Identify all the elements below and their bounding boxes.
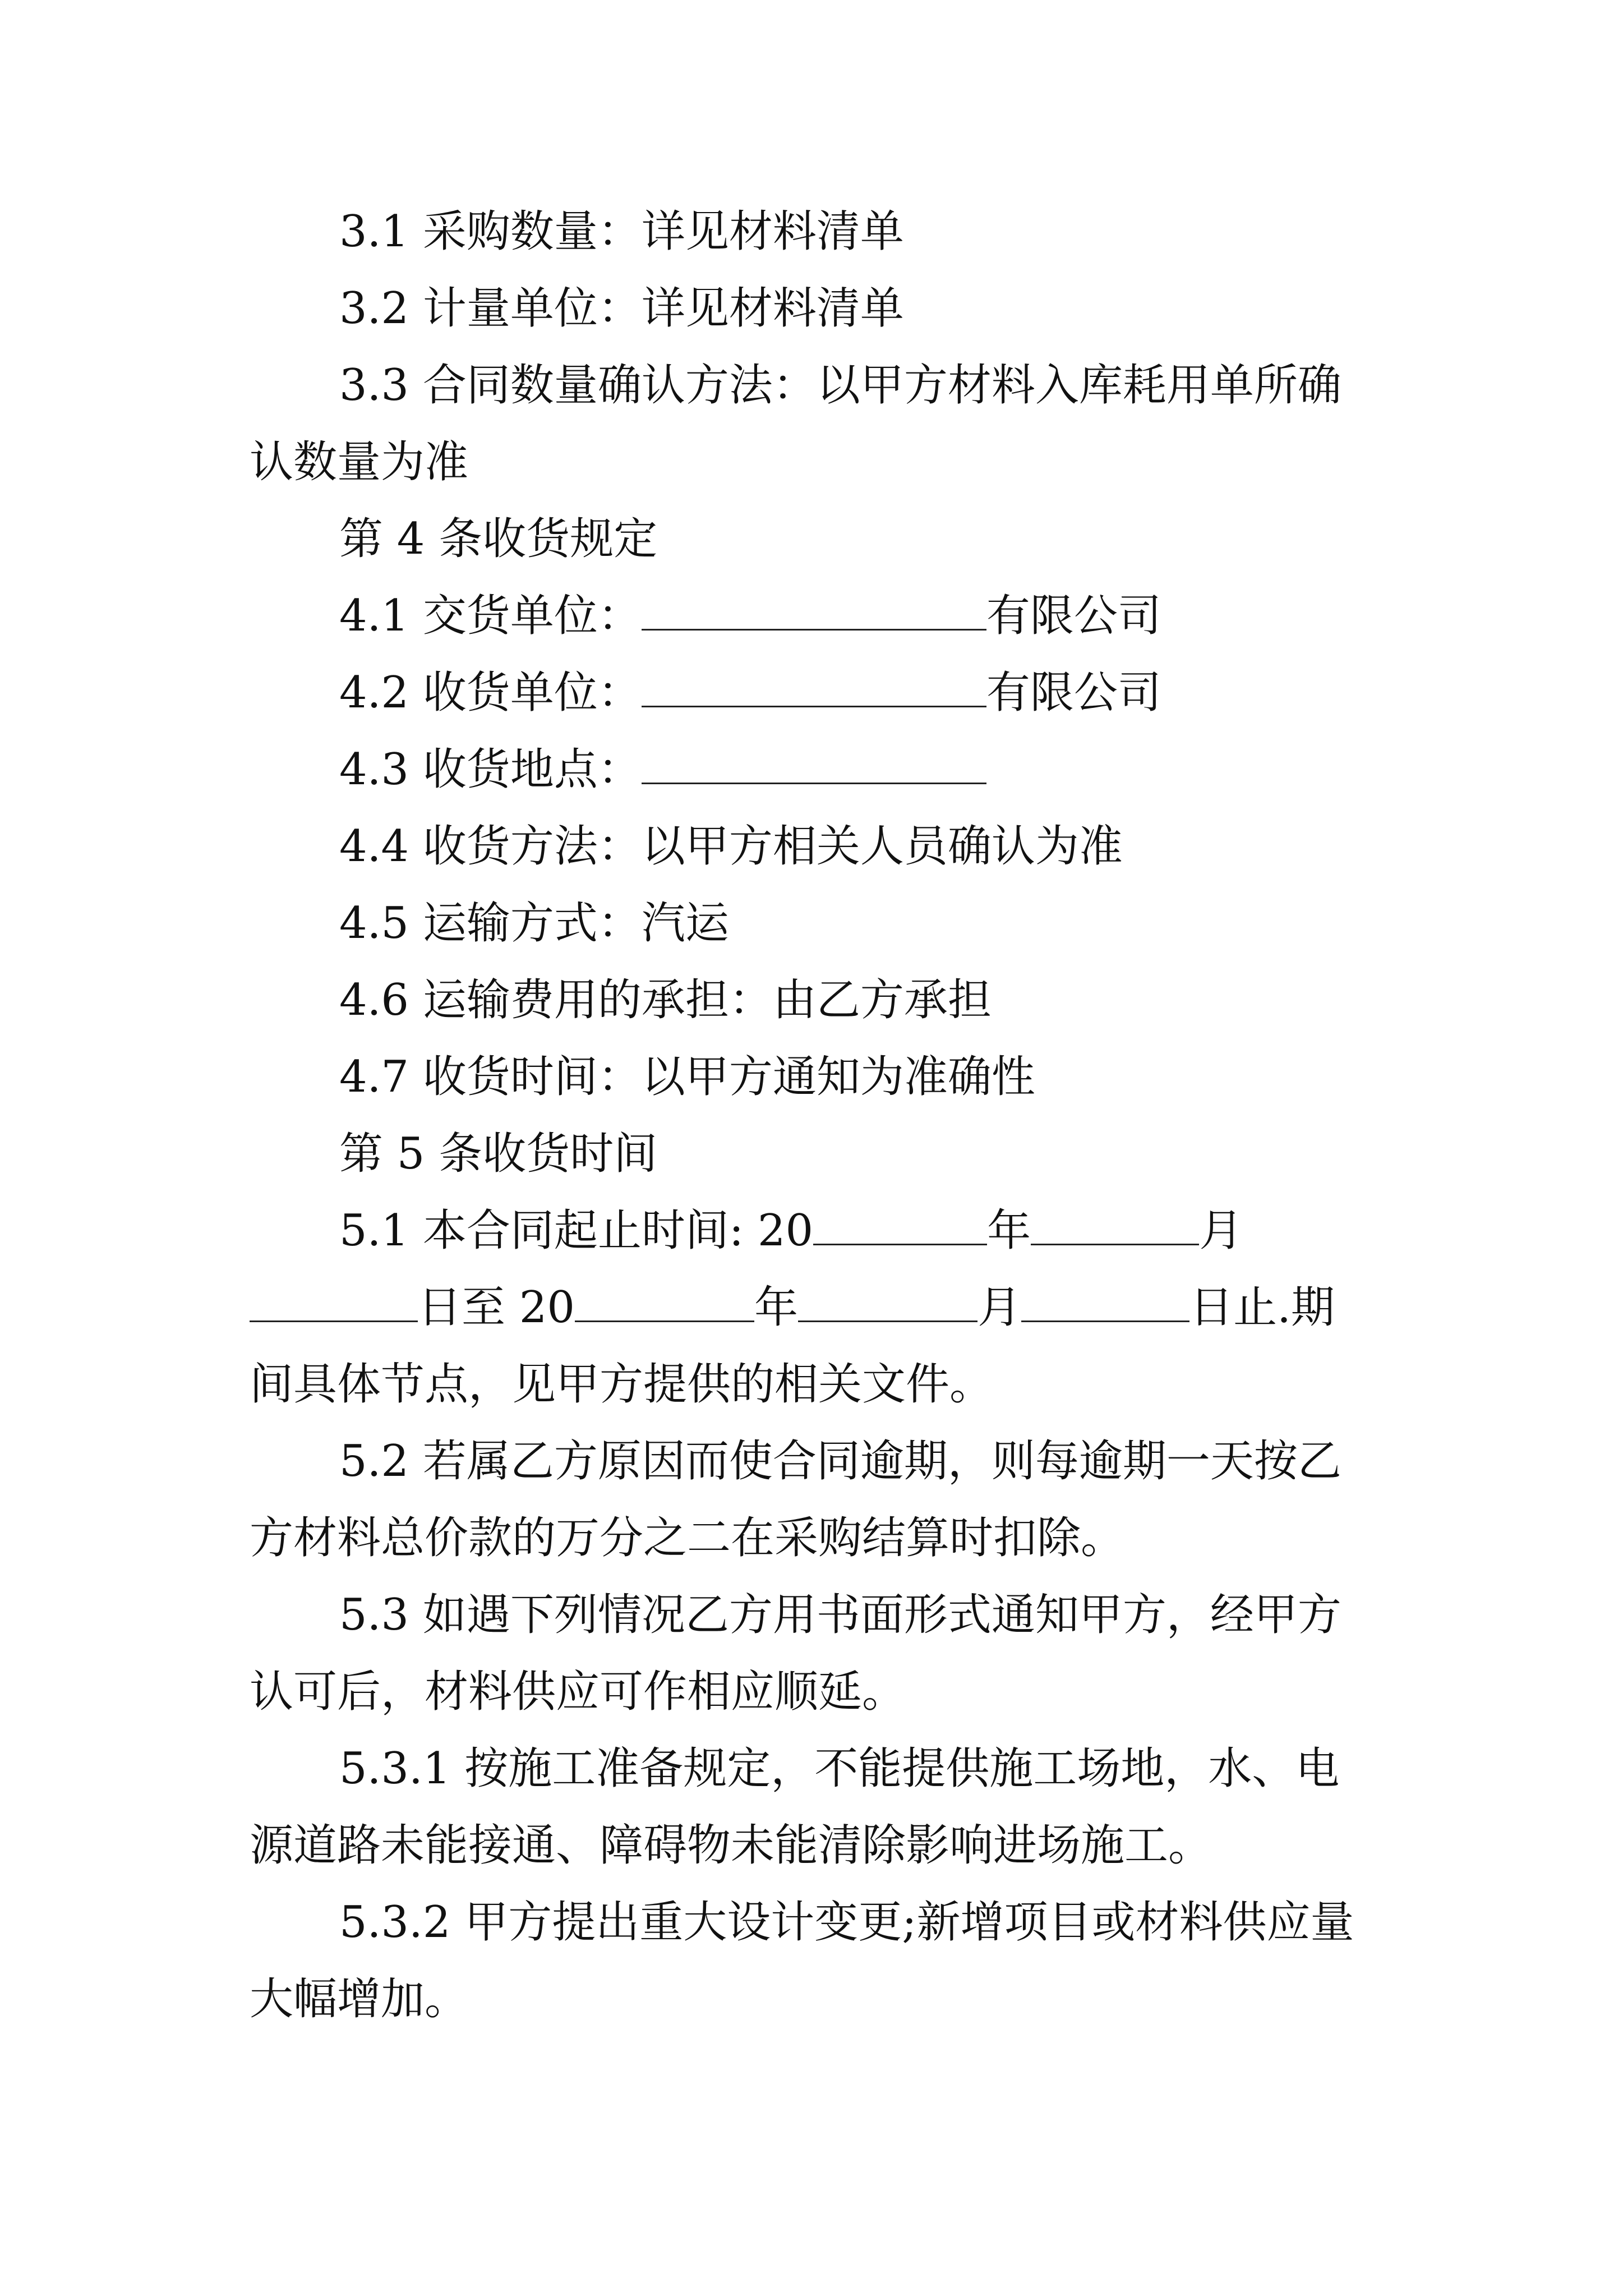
- document-body: [250, 194, 1377, 2038]
- clause-4-6: 4.6 运输费用的承担：由乙方承担: [339, 975, 992, 1025]
- delivery-unit-blank: [642, 588, 986, 631]
- clause-3-3: 3.3 合同数量确认方法：以甲方材料入库耗用单所确认数量为准: [250, 360, 1341, 487]
- clause-5-1: [250, 1193, 1377, 1423]
- end-year-blank: [575, 1280, 754, 1322]
- clause-4-1-suffix: 有限公司: [986, 591, 1161, 641]
- clause-5-2: 5.2 若属乙方原因而使合同逾期，则每逾期一天按乙方材料总价款的万分之二在采购结算时扣除。: [250, 1436, 1341, 1563]
- clause-5-1-rest: 日止.期间具体节点，见甲方提供的相关文件。: [250, 1282, 1335, 1410]
- end-year-label: 年: [754, 1282, 799, 1333]
- clause-4-1: [250, 578, 1377, 655]
- clause-5-3-2: 5.3.2 甲方提出重大设计变更;新增项目或材料供应量大幅增加。: [250, 1897, 1354, 2024]
- start-month-label: 月: [1199, 1205, 1243, 1256]
- end-day-blank: [1021, 1280, 1189, 1322]
- article-5-heading: 第 5 条收货时间: [339, 1129, 658, 1179]
- end-month-label: 月: [978, 1282, 1022, 1333]
- clause-4-2-label: 4.2 收货单位：: [339, 668, 642, 718]
- receiving-unit-blank: [642, 665, 986, 707]
- end-month-blank: [798, 1280, 978, 1322]
- clause-4-2: [250, 655, 1377, 731]
- clause-4-2-suffix: 有限公司: [986, 668, 1161, 718]
- start-day-blank: [250, 1280, 418, 1322]
- start-month-blank: [1031, 1203, 1199, 1245]
- clause-3-1: 3.1 采购数量：详见材料清单: [339, 206, 904, 257]
- clause-3-2: 3.2 计量单位：详见材料清单: [339, 283, 904, 334]
- article-4-heading: 第 4 条收货规定: [339, 514, 658, 564]
- clause-4-4: 4.4 收货方法：以甲方相关人员确认为准: [339, 821, 1123, 872]
- clause-5-1-start: 5.1 本合同起止时间: 20: [339, 1205, 814, 1256]
- clause-5-1-end-start: 日至 20: [418, 1282, 575, 1333]
- receiving-location-blank: [642, 742, 986, 784]
- clause-4-7: 4.7 收货时间：以甲方通知为准确性: [339, 1052, 1035, 1102]
- clause-5-3: 5.3 如遇下列情况乙方用书面形式通知甲方，经甲方认可后，材料供应可作相应顺延。: [250, 1590, 1341, 1717]
- clause-4-3-label: 4.3 收货地点：: [339, 744, 642, 795]
- clause-4-1-label: 4.1 交货单位：: [339, 591, 642, 641]
- clause-4-3: [250, 731, 1377, 808]
- start-year-label: 年: [987, 1205, 1031, 1256]
- clause-4-5: 4.5 运输方式：汽运: [339, 898, 729, 949]
- start-year-blank: [813, 1203, 987, 1245]
- clause-5-3-1: 5.3.1 按施工准备规定，不能提供施工场地，水、电源道路未能接通、障碍物未能清除影响进场施工。: [250, 1743, 1340, 1871]
